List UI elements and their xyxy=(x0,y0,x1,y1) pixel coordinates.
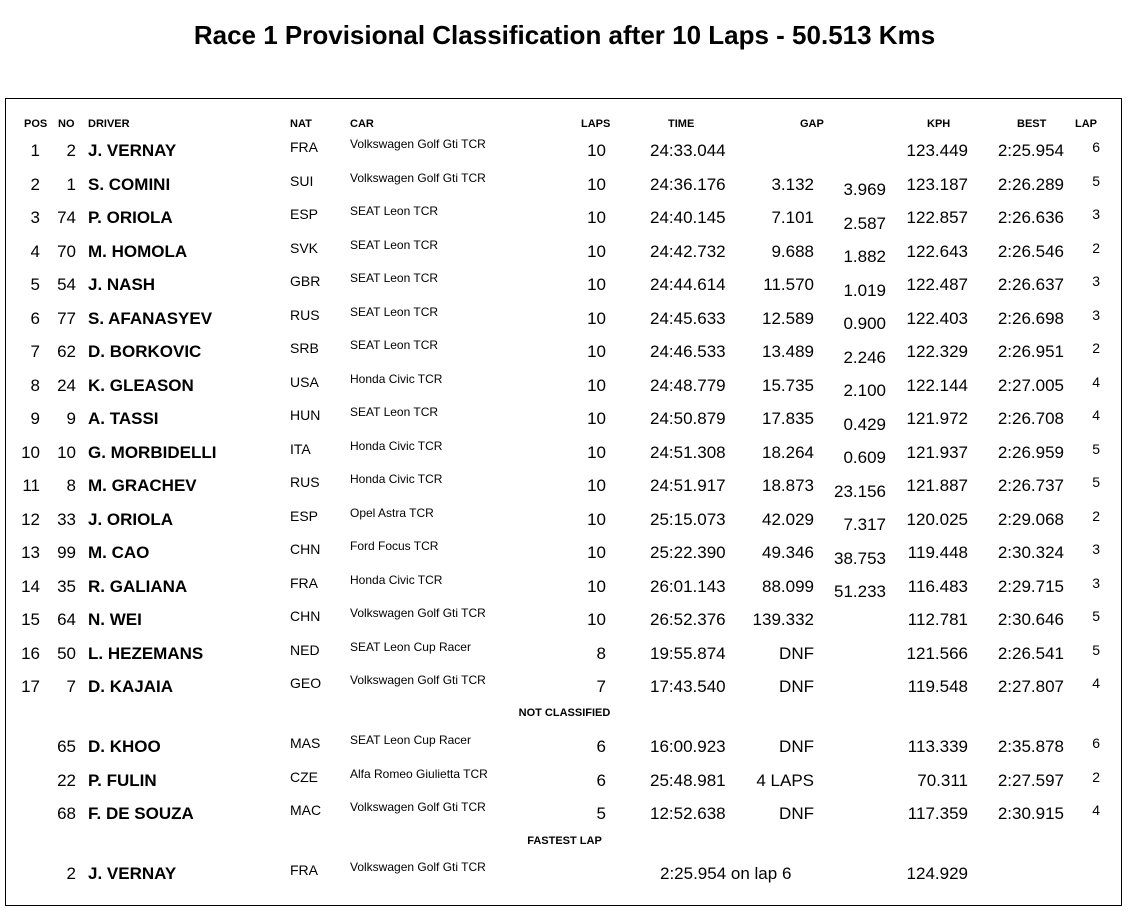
interval-value: 1.882 xyxy=(843,247,886,266)
row-car: SEAT Leon Cup Racer xyxy=(350,639,471,654)
row-lap: 2 xyxy=(1092,340,1100,356)
row-car: Honda Civic TCR xyxy=(350,472,443,486)
row-gap: DNF xyxy=(779,677,814,696)
row-laps: 10 xyxy=(587,241,606,261)
interval-value: 1.019 xyxy=(843,280,886,300)
table-row xyxy=(0,468,1129,498)
row-gap: DNF xyxy=(779,804,814,823)
row-nat: CHN xyxy=(290,608,321,624)
row-lap: 2 xyxy=(1092,239,1100,256)
row-lap: 3 xyxy=(1092,206,1100,222)
interval-value: 0.900 xyxy=(843,314,886,333)
row-time: 19:55.874 xyxy=(650,643,726,663)
row-kph: 122.144 xyxy=(906,375,968,395)
row-best: 2:26.698 xyxy=(997,308,1064,328)
row-driver: G. MORBIDELLI xyxy=(88,442,217,462)
row-laps: 10 xyxy=(587,375,606,395)
row-kph: 122.857 xyxy=(906,208,968,227)
row-laps: 10 xyxy=(587,442,606,462)
row-laps: 10 xyxy=(587,308,606,328)
row-pos: 13 xyxy=(21,543,40,562)
header-kph: KPH xyxy=(927,118,951,130)
row-driver: J. ORIOLA xyxy=(88,509,174,529)
table-row xyxy=(0,796,1129,826)
row-time: 24:50.879 xyxy=(650,409,726,428)
row-driver: D. KAJAIA xyxy=(88,677,174,696)
row-time: 25:15.073 xyxy=(650,509,726,529)
row-laps: 10 xyxy=(587,275,606,294)
row-nat: RUS xyxy=(290,306,320,323)
row-kph: 116.483 xyxy=(907,576,968,596)
row-kph: 112.781 xyxy=(907,610,968,629)
header-time: TIME xyxy=(668,118,695,130)
row-nat: MAS xyxy=(290,735,321,751)
row-best: 2:26.546 xyxy=(997,241,1064,261)
row-time: 26:01.143 xyxy=(650,576,726,596)
row-kph: 123.187 xyxy=(906,174,968,194)
row-gap: 7.101 xyxy=(771,208,814,227)
header-gap: GAP xyxy=(800,118,824,130)
row-driver: M. GRACHEV xyxy=(88,476,197,495)
row-time: 24:51.917 xyxy=(650,476,726,495)
row-no: 10 xyxy=(57,442,76,462)
row-laps: 5 xyxy=(596,804,606,823)
row-pos: 3 xyxy=(30,208,40,227)
row-kph: 122.643 xyxy=(906,241,968,261)
row-car: SEAT Leon TCR xyxy=(350,237,439,252)
row-driver: J. VERNAY xyxy=(88,141,177,160)
row-kph: 120.025 xyxy=(906,509,968,529)
table-row xyxy=(0,502,1129,532)
row-kph: 121.566 xyxy=(906,643,968,663)
row-nat: GBR xyxy=(290,273,321,289)
row-no: 1 xyxy=(66,174,76,194)
row-best: 2:25.954 xyxy=(997,141,1064,160)
row-pos: 7 xyxy=(30,342,40,361)
row-laps: 10 xyxy=(587,141,606,160)
table-row xyxy=(0,669,1129,699)
row-laps: 10 xyxy=(587,476,606,495)
row-no: 68 xyxy=(57,804,76,823)
row-laps: 6 xyxy=(596,737,606,756)
row-driver: P. ORIOLA xyxy=(88,208,173,227)
table-row xyxy=(0,763,1129,793)
row-nat: MAC xyxy=(290,802,322,818)
row-best: 2:26.708 xyxy=(997,409,1064,428)
row-driver: D. BORKOVIC xyxy=(88,342,202,361)
row-driver: P. FULIN xyxy=(88,770,157,790)
table-row xyxy=(0,729,1129,759)
row-lap: 2 xyxy=(1092,507,1100,524)
row-laps: 10 xyxy=(587,509,606,529)
row-car: SEAT Leon TCR xyxy=(350,271,439,285)
row-driver: R. GALIANA xyxy=(88,576,188,596)
table-row xyxy=(0,368,1129,398)
row-driver: J. NASH xyxy=(88,275,156,294)
row-car: SEAT Leon TCR xyxy=(350,304,439,319)
row-nat: SVK xyxy=(290,239,319,256)
interval-value: 23.156 xyxy=(834,481,886,501)
header-laps: LAPS xyxy=(581,118,611,130)
row-pos: 14 xyxy=(21,576,40,596)
row-kph: 119.548 xyxy=(907,677,968,696)
table-row xyxy=(0,636,1129,666)
row-laps: 10 xyxy=(587,342,606,361)
row-kph: 113.339 xyxy=(907,737,968,756)
row-car: SEAT Leon TCR xyxy=(350,405,439,419)
row-driver: D. KHOO xyxy=(88,737,161,756)
row-nat: CZE xyxy=(290,768,318,785)
row-time: 24:51.308 xyxy=(650,442,726,462)
row-time: 16:00.923 xyxy=(650,737,726,756)
row-gap: 88.099 xyxy=(762,576,814,596)
header-no: NO xyxy=(58,118,75,130)
row-time: 24:46.533 xyxy=(650,342,726,361)
row-best: 2:26.289 xyxy=(997,174,1064,194)
table-row xyxy=(0,301,1129,331)
row-driver: N. WEI xyxy=(88,610,142,629)
row-time: 24:44.614 xyxy=(650,275,726,294)
table-row xyxy=(0,200,1129,230)
row-no: 50 xyxy=(57,643,76,663)
row-no: 64 xyxy=(57,610,76,629)
row-driver: K. GLEASON xyxy=(88,375,194,395)
row-laps: 7 xyxy=(596,677,606,696)
row-lap: 5 xyxy=(1092,440,1100,457)
header-driver: DRIVER xyxy=(88,118,130,130)
row-no: 24 xyxy=(57,375,76,395)
row-best: 2:35.878 xyxy=(997,737,1064,756)
row-time: 25:48.981 xyxy=(650,770,726,790)
row-best: 2:26.637 xyxy=(997,275,1064,294)
row-lap: 5 xyxy=(1092,474,1100,490)
row-no: 74 xyxy=(57,208,76,227)
row-car: Volkswagen Golf Gti TCR xyxy=(350,673,486,687)
row-kph: 117.359 xyxy=(907,804,968,823)
row-nat: USA xyxy=(290,373,319,390)
fastest-lap-nat: FRA xyxy=(290,862,318,878)
fastest-lap-driver: J. VERNAY xyxy=(88,864,177,883)
row-pos: 2 xyxy=(30,174,40,194)
interval-value: 2.246 xyxy=(843,347,886,367)
row-gap: DNF xyxy=(779,643,814,663)
row-time: 24:33.044 xyxy=(650,141,726,160)
interval-value: 2.587 xyxy=(843,213,886,233)
table-row xyxy=(0,267,1129,297)
header-car: CAR xyxy=(350,118,374,130)
row-car: Volkswagen Golf Gti TCR xyxy=(350,137,486,151)
row-gap: 4 LAPS xyxy=(756,770,814,790)
row-time: 17:43.540 xyxy=(650,677,726,696)
row-nat: ITA xyxy=(290,440,311,457)
row-kph: 70.311 xyxy=(917,770,968,790)
row-laps: 10 xyxy=(587,543,606,562)
row-no: 65 xyxy=(57,737,76,756)
row-car: SEAT Leon Cup Racer xyxy=(350,733,471,747)
not-classified-heading: NOT CLASSIFIED xyxy=(518,707,611,719)
row-car: Ford Focus TCR xyxy=(350,539,439,553)
row-best: 2:26.737 xyxy=(997,476,1064,495)
row-lap: 3 xyxy=(1092,306,1100,323)
row-laps: 10 xyxy=(587,576,606,596)
row-nat: NED xyxy=(290,641,320,658)
row-laps: 10 xyxy=(587,610,606,629)
row-no: 35 xyxy=(57,576,76,596)
table-row xyxy=(0,334,1129,364)
header-best: BEST xyxy=(1017,118,1047,130)
row-lap: 6 xyxy=(1092,139,1100,155)
header-lap: LAP xyxy=(1075,118,1097,130)
row-no: 99 xyxy=(57,543,76,562)
fastest-lap-heading: FASTEST LAP xyxy=(527,835,602,847)
row-driver: M. HOMOLA xyxy=(88,241,188,261)
row-car: Honda Civic TCR xyxy=(350,438,443,453)
row-time: 25:22.390 xyxy=(650,543,726,562)
row-laps: 10 xyxy=(587,409,606,428)
row-nat: FRA xyxy=(290,139,318,155)
row-car: Volkswagen Golf Gti TCR xyxy=(350,170,486,185)
row-kph: 122.329 xyxy=(906,342,968,361)
row-kph: 122.487 xyxy=(906,275,968,294)
row-car: Volkswagen Golf Gti TCR xyxy=(350,606,486,620)
row-driver: S. COMINI xyxy=(88,174,171,194)
interval-value: 2.100 xyxy=(843,381,886,400)
row-lap: 3 xyxy=(1092,574,1100,591)
row-no: 62 xyxy=(57,342,76,361)
row-nat: CHN xyxy=(290,541,321,557)
row-time: 24:36.176 xyxy=(650,174,726,194)
row-lap: 4 xyxy=(1092,675,1100,691)
row-nat: SRB xyxy=(290,340,319,356)
row-best: 2:30.915 xyxy=(997,804,1064,823)
interval-value: 3.969 xyxy=(843,180,886,199)
row-no: 7 xyxy=(66,677,76,696)
row-time: 24:40.145 xyxy=(650,208,726,227)
page-title: Race 1 Provisional Classification after 10 Laps - 50.513 Kms xyxy=(193,20,936,50)
row-driver: M. CAO xyxy=(88,543,150,562)
row-no: 33 xyxy=(57,509,76,529)
row-lap: 5 xyxy=(1092,608,1100,624)
row-pos: 4 xyxy=(30,241,40,261)
row-nat: FRA xyxy=(290,574,318,591)
row-time: 24:42.732 xyxy=(650,241,726,261)
fastest-lap-kph: 124.929 xyxy=(906,864,968,883)
row-lap: 5 xyxy=(1092,641,1100,658)
interval-value: 0.609 xyxy=(843,448,886,467)
row-best: 2:26.541 xyxy=(997,643,1064,663)
row-no: 22 xyxy=(57,770,76,790)
row-kph: 123.449 xyxy=(906,141,968,160)
row-no: 70 xyxy=(57,241,76,261)
row-gap: 42.029 xyxy=(762,509,814,529)
row-gap: 3.132 xyxy=(771,174,814,194)
table-row xyxy=(0,569,1129,599)
row-best: 2:29.068 xyxy=(997,509,1064,529)
row-time: 24:45.633 xyxy=(650,308,726,328)
row-driver: A. TASSI xyxy=(88,409,159,428)
interval-value: 38.753 xyxy=(834,548,886,568)
row-car: Alfa Romeo Giulietta TCR xyxy=(350,766,488,781)
row-time: 24:48.779 xyxy=(650,375,726,395)
row-laps: 10 xyxy=(587,208,606,227)
row-lap: 4 xyxy=(1092,802,1100,818)
row-gap: 12.589 xyxy=(762,308,814,328)
interval-value: 7.317 xyxy=(843,515,886,534)
row-pos: 12 xyxy=(21,509,40,529)
row-gap: 15.735 xyxy=(762,375,814,395)
fastest-lap-time: 2:25.954 on lap 6 xyxy=(660,864,792,883)
row-car: Honda Civic TCR xyxy=(350,572,443,587)
row-pos: 5 xyxy=(30,275,40,294)
interval-value: 0.429 xyxy=(843,414,886,434)
row-best: 2:26.636 xyxy=(997,208,1064,227)
table-row xyxy=(0,602,1129,632)
row-best: 2:27.597 xyxy=(997,770,1064,790)
row-nat: SUI xyxy=(290,172,314,189)
row-driver: F. DE SOUZA xyxy=(88,804,194,823)
row-gap: 139.332 xyxy=(752,610,814,629)
row-driver: S. AFANASYEV xyxy=(88,308,213,328)
row-gap: 9.688 xyxy=(771,241,814,261)
row-kph: 121.937 xyxy=(906,442,968,462)
row-pos: 15 xyxy=(21,610,40,629)
row-pos: 1 xyxy=(30,141,40,160)
row-nat: ESP xyxy=(290,507,319,524)
fastest-lap-car: Volkswagen Golf Gti TCR xyxy=(350,860,486,874)
row-gap: 17.835 xyxy=(762,409,814,428)
row-car: Volkswagen Golf Gti TCR xyxy=(350,800,486,814)
row-no: 8 xyxy=(66,476,76,495)
row-best: 2:27.005 xyxy=(997,375,1064,395)
table-row xyxy=(0,133,1129,163)
row-gap: 13.489 xyxy=(762,342,814,361)
row-kph: 121.972 xyxy=(906,409,968,428)
row-kph: 122.403 xyxy=(906,308,968,328)
row-car: SEAT Leon TCR xyxy=(350,204,439,218)
row-best: 2:30.324 xyxy=(997,543,1064,562)
row-best: 2:26.951 xyxy=(997,342,1064,361)
interval-value: 51.233 xyxy=(834,582,886,601)
row-laps: 8 xyxy=(596,643,606,663)
row-pos: 9 xyxy=(30,409,40,428)
table-row xyxy=(0,535,1129,565)
row-laps: 6 xyxy=(596,770,606,790)
row-kph: 119.448 xyxy=(907,543,968,562)
row-pos: 17 xyxy=(21,677,40,696)
row-pos: 16 xyxy=(21,643,40,663)
row-kph: 121.887 xyxy=(906,476,968,495)
row-nat: GEO xyxy=(290,675,322,691)
row-laps: 10 xyxy=(587,174,606,194)
row-no: 54 xyxy=(57,275,76,294)
row-lap: 3 xyxy=(1092,273,1100,289)
row-lap: 6 xyxy=(1092,735,1100,751)
row-time: 12:52.638 xyxy=(650,804,726,823)
row-best: 2:30.646 xyxy=(997,610,1064,629)
row-no: 77 xyxy=(57,308,76,328)
row-gap: DNF xyxy=(779,737,814,756)
row-gap: 18.873 xyxy=(762,476,814,495)
row-pos: 10 xyxy=(21,442,40,462)
header-pos: POS xyxy=(24,118,48,130)
table-row xyxy=(0,401,1129,431)
row-pos: 6 xyxy=(30,308,40,328)
header-nat: NAT xyxy=(290,118,312,130)
row-gap: 49.346 xyxy=(762,543,814,562)
table-row xyxy=(0,435,1129,465)
row-no: 9 xyxy=(66,409,76,428)
row-best: 2:27.807 xyxy=(997,677,1064,696)
row-gap: 18.264 xyxy=(762,442,814,462)
row-lap: 4 xyxy=(1092,373,1100,390)
row-pos: 8 xyxy=(30,375,40,395)
row-lap: 3 xyxy=(1092,541,1100,557)
row-driver: L. HEZEMANS xyxy=(88,643,204,663)
row-best: 2:26.959 xyxy=(997,442,1064,462)
row-car: Opel Astra TCR xyxy=(350,505,434,520)
fastest-lap-row xyxy=(0,856,1129,886)
row-no: 2 xyxy=(66,141,76,160)
row-car: Honda Civic TCR xyxy=(350,371,443,386)
row-pos: 11 xyxy=(22,476,40,495)
row-nat: HUN xyxy=(290,407,321,423)
row-lap: 2 xyxy=(1092,768,1100,785)
row-best: 2:29.715 xyxy=(997,576,1064,596)
row-nat: ESP xyxy=(290,206,319,222)
row-lap: 5 xyxy=(1092,172,1100,189)
row-car: SEAT Leon TCR xyxy=(350,338,439,352)
fastest-lap-no: 2 xyxy=(66,864,76,883)
row-lap: 4 xyxy=(1092,407,1100,423)
row-nat: RUS xyxy=(290,474,320,490)
row-gap: 11.570 xyxy=(763,275,814,294)
table-row xyxy=(0,167,1129,197)
table-row xyxy=(0,234,1129,264)
row-time: 26:52.376 xyxy=(650,610,726,629)
